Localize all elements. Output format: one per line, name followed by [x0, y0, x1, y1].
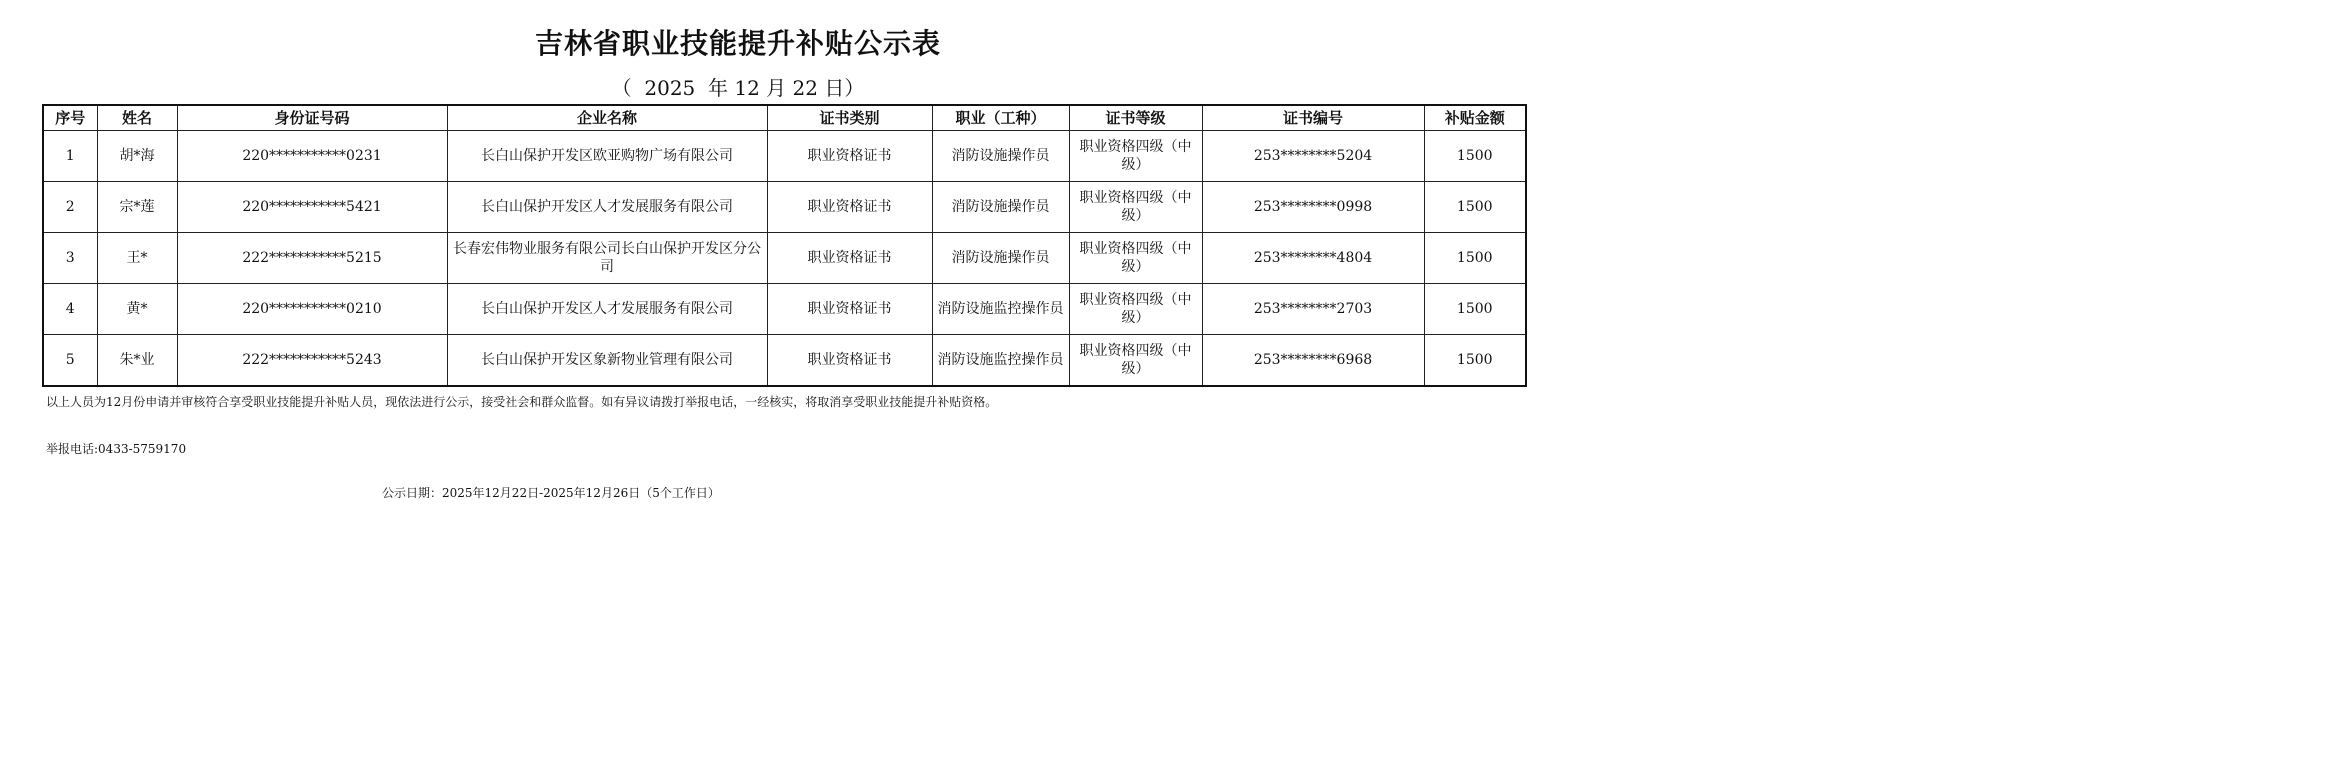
subsidy-table	[42, 104, 1527, 387]
header-seq: 序号	[43, 105, 97, 131]
cell-company: 长白山保护开发区象新物业管理有限公司	[447, 335, 767, 387]
cell-name: 王*	[97, 233, 177, 284]
header-amount: 补贴金额	[1424, 105, 1526, 131]
cell-cert-number: 253********5204	[1202, 131, 1424, 182]
cell-amount: 1500	[1424, 335, 1526, 387]
cell-cert-number: 253********6968	[1202, 335, 1424, 387]
cell-cert-type: 职业资格证书	[767, 335, 932, 387]
cell-cert-number: 253********4804	[1202, 233, 1424, 284]
cell-cert-level: 职业资格四级（中级）	[1069, 335, 1202, 387]
cell-id-number: 220***********0231	[177, 131, 447, 182]
table-row	[43, 131, 1526, 182]
cell-amount: 1500	[1424, 284, 1526, 335]
cell-company: 长春宏伟物业服务有限公司长白山保护开发区分公司	[447, 233, 767, 284]
cell-cert-type: 职业资格证书	[767, 182, 932, 233]
cell-amount: 1500	[1424, 233, 1526, 284]
cell-id-number: 220***********5421	[177, 182, 447, 233]
report-phone: 举报电话:0433-5759170	[46, 442, 187, 456]
header-name: 姓名	[97, 105, 177, 131]
cell-cert-number: 253********2703	[1202, 284, 1424, 335]
cell-cert-level: 职业资格四级（中级）	[1069, 131, 1202, 182]
cell-company: 长白山保护开发区欧亚购物广场有限公司	[447, 131, 767, 182]
table-row	[43, 284, 1526, 335]
cell-company: 长白山保护开发区人才发展服务有限公司	[447, 284, 767, 335]
cell-occupation: 消防设施操作员	[932, 233, 1069, 284]
cell-occupation: 消防设施监控操作员	[932, 284, 1069, 335]
publish-period: 公示日期：2025年12月22日-2025年12月26日（5个工作日）	[382, 486, 720, 500]
cell-seq: 2	[43, 182, 97, 233]
header-cert-type: 证书类别	[767, 105, 932, 131]
cell-cert-type: 职业资格证书	[767, 131, 932, 182]
header-cert-number: 证书编号	[1202, 105, 1424, 131]
cell-id-number: 222***********5215	[177, 233, 447, 284]
cell-amount: 1500	[1424, 182, 1526, 233]
header-cert-level: 证书等级	[1069, 105, 1202, 131]
table-row	[43, 233, 1526, 284]
date-line: （ 2025 年 12 月 22 日）	[611, 76, 865, 100]
table-row	[43, 182, 1526, 233]
disclaimer-note: 以上人员为12月份申请并审核符合享受职业技能提升补贴人员，现依法进行公示，接受社会和群众监督。如有异议请拨打举报电话，一经核实，将取消享受职业技能提升补贴资格。	[46, 395, 998, 409]
header-occupation: 职业（工种）	[932, 105, 1069, 131]
cell-occupation: 消防设施监控操作员	[932, 335, 1069, 387]
table-header-row	[43, 105, 1526, 131]
cell-cert-level: 职业资格四级（中级）	[1069, 284, 1202, 335]
cell-id-number: 220***********0210	[177, 284, 447, 335]
cell-name: 宗*莲	[97, 182, 177, 233]
cell-occupation: 消防设施操作员	[932, 131, 1069, 182]
header-id-number: 身份证号码	[177, 105, 447, 131]
page-title: 吉林省职业技能提升补贴公示表	[534, 27, 941, 60]
cell-name: 胡*海	[97, 131, 177, 182]
cell-cert-type: 职业资格证书	[767, 233, 932, 284]
cell-occupation: 消防设施操作员	[932, 182, 1069, 233]
cell-cert-level: 职业资格四级（中级）	[1069, 182, 1202, 233]
cell-seq: 3	[43, 233, 97, 284]
cell-cert-type: 职业资格证书	[767, 284, 932, 335]
cell-id-number: 222***********5243	[177, 335, 447, 387]
header-company: 企业名称	[447, 105, 767, 131]
cell-company: 长白山保护开发区人才发展服务有限公司	[447, 182, 767, 233]
cell-cert-number: 253********0998	[1202, 182, 1424, 233]
cell-seq: 5	[43, 335, 97, 387]
cell-name: 黄*	[97, 284, 177, 335]
cell-name: 朱*业	[97, 335, 177, 387]
cell-amount: 1500	[1424, 131, 1526, 182]
cell-seq: 1	[43, 131, 97, 182]
cell-cert-level: 职业资格四级（中级）	[1069, 233, 1202, 284]
cell-seq: 4	[43, 284, 97, 335]
table-row	[43, 335, 1526, 387]
